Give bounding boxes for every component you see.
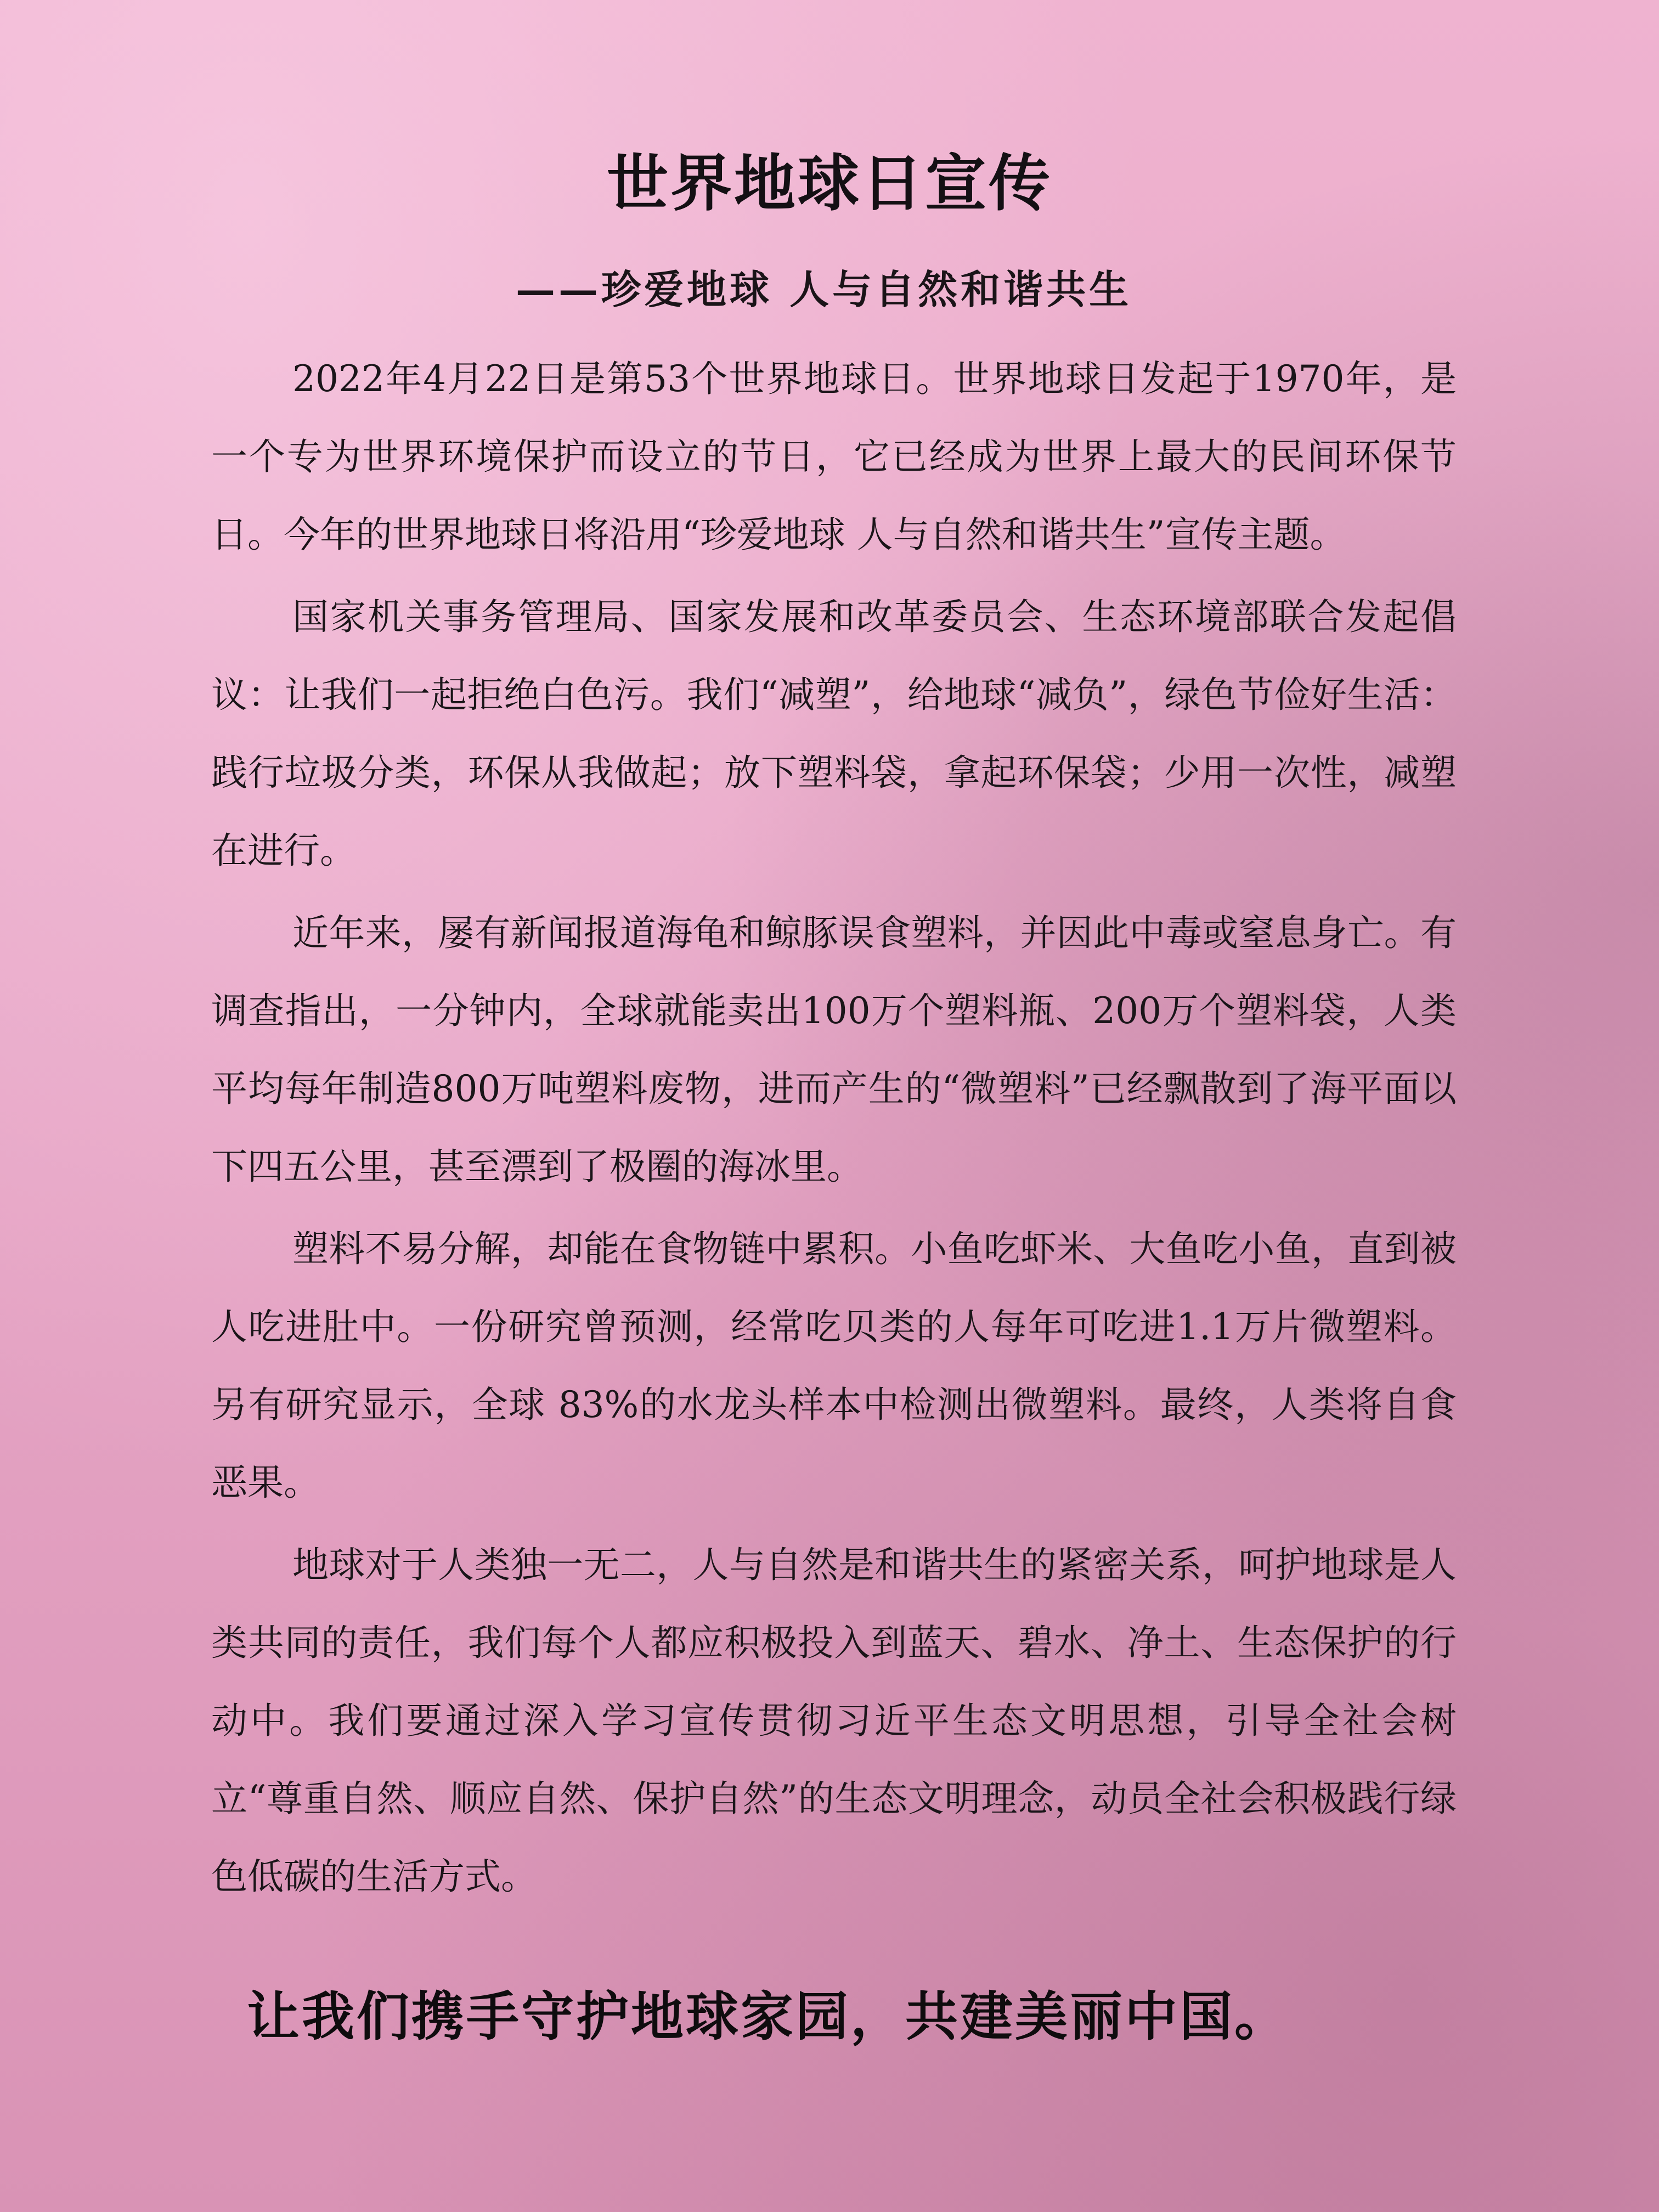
closing-slogan: 让我们携手守护地球家园，共建美丽中国。 — [247, 1986, 1289, 2047]
document-body — [211, 340, 1457, 1920]
paragraph-call-to-action: 地球对于人类独一无二，人与自然是和谐共生的紧密关系，呵护地球是人类共同的责任，我们每个人都应积极投入到蓝天、碧水、净土、生态保护的行动中。我们要通过深入学习宣传贯彻习近平生态文明思想，引导全社会树立“尊重自然、顺应自然、保护自然”的生态文明理念，动员全社会积极践行绿色低碳的生活方式。 — [211, 1544, 1457, 1898]
paragraph-initiative: 国家机关事务管理局、国家发展和改革委员会、生态环境部联合发起倡议：让我们一起拒绝白色污。我们“减塑”，给地球“减负”，绿色节俭好生活：践行垃圾分类，环保从我做起；放下塑料袋，拿起环保袋；少用一次性，减塑在进行。 — [211, 596, 1457, 872]
paragraph-microplastics: 塑料不易分解，却能在食物链中累积。小鱼吃虾米、大鱼吃小鱼，直到被人吃进肚中。一份研究曾预测，经常吃贝类的人每年可吃进1.1万片微塑料。另有研究显示，全球 83%的水龙头样本中检测出微塑料。最终，人类将自食恶果。 — [211, 1228, 1457, 1504]
paragraph-plastic-pollution: 近年来，屡有新闻报道海龟和鲸豚误食塑料，并因此中毒或窒息身亡。有调查指出，一分钟内，全球就能卖出100万个塑料瓶、200万个塑料袋，人类平均每年制造800万吨塑料废物，进而产生的“微塑料”已经飘散到了海平面以下四五公里，甚至漂到了极圈的海冰里。 — [211, 912, 1457, 1188]
document-subtitle: ——珍爱地球 人与自然和谐共生 — [516, 266, 1132, 313]
document-title: 世界地球日宣传 — [607, 148, 1052, 219]
paragraph-earth-day-intro: 2022年4月22日是第53个世界地球日。世界地球日发起于1970年，是一个专为世界环境保护而设立的节日，它已经成为世界上最大的民间环保节日。今年的世界地球日将沿用“珍爱地球 人与自然和谐共生”宣传主题。 — [211, 358, 1457, 556]
